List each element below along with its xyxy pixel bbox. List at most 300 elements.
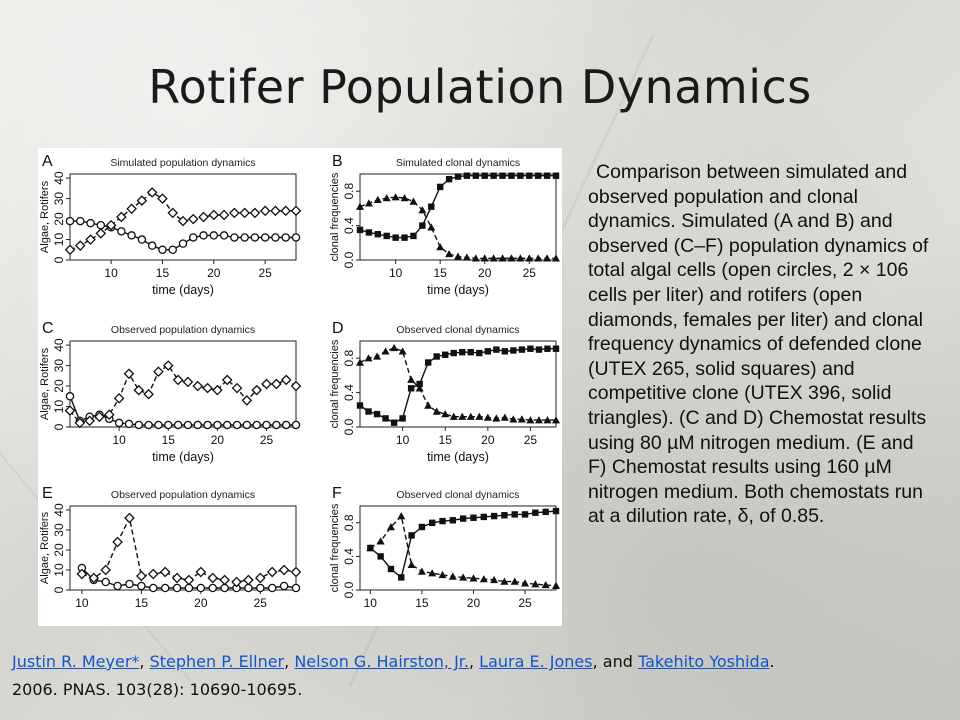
data-point-triangle [449, 573, 457, 580]
y-tick-label: 20 [52, 543, 66, 557]
data-point-circle [231, 234, 238, 241]
data-point-circle [243, 421, 250, 428]
data-point-square [470, 515, 476, 521]
data-point-circle [102, 578, 109, 585]
y-tick-label: 0.0 [342, 581, 356, 599]
series-line [360, 197, 556, 258]
x-tick-label: 10 [395, 433, 410, 447]
x-tick-label: 20 [194, 596, 208, 610]
series-line [360, 176, 556, 238]
panel-title: Observed clonal dynamics [396, 489, 520, 501]
y-tick-label: 0 [52, 256, 66, 264]
panel-d [329, 320, 560, 464]
citation-period: . [769, 652, 775, 671]
data-point-triangle [463, 253, 471, 260]
data-point-circle [221, 584, 228, 591]
data-point-square [439, 518, 445, 524]
data-point-circle [155, 421, 162, 428]
y-tick-label: 0 [52, 423, 66, 431]
data-point-square [464, 173, 470, 179]
data-point-triangle [374, 196, 382, 203]
data-point-circle [263, 421, 270, 428]
y-axis-label: Algae, Rotifers [39, 511, 51, 585]
data-point-square [491, 513, 497, 519]
data-point-triangle [427, 223, 435, 230]
x-tick-label: 10 [388, 266, 403, 280]
panel-b [329, 153, 560, 297]
data-point-square [374, 411, 380, 417]
data-point-circle [283, 421, 290, 428]
slide-title: Rotifer Population Dynamics [148, 60, 812, 114]
panel-letter: C [42, 320, 54, 337]
panel-title: Simulated clonal dynamics [395, 157, 521, 169]
y-axis-label: clonal frequencies [329, 172, 341, 262]
data-point-square [502, 348, 508, 354]
data-point-square [544, 346, 550, 352]
x-tick-label: 15 [415, 596, 429, 610]
y-tick-label: 0.4 [342, 217, 356, 234]
data-point-circle [292, 584, 299, 591]
panel-title: Observed clonal dynamics [396, 324, 520, 336]
author-link-jones[interactable]: Laura E. Jones [479, 652, 593, 671]
series-filled-square [357, 173, 559, 241]
data-point-triangle [433, 408, 441, 415]
data-point-circle [184, 421, 191, 428]
data-point-square [437, 184, 443, 190]
citation-separator: , [139, 652, 145, 671]
y-tick-label: 30 [52, 523, 66, 537]
data-point-square [468, 349, 474, 355]
data-point-circle [159, 246, 166, 253]
data-point-triangle [383, 194, 391, 201]
y-tick-label: 10 [52, 399, 66, 414]
author-link-hairston[interactable]: Nelson G. Hairston, Jr. [294, 652, 469, 671]
data-point-circle [262, 234, 269, 241]
x-tick-label: 20 [478, 266, 492, 280]
data-point-square [459, 349, 465, 355]
panel-title: Observed population dynamics [110, 324, 256, 336]
author-link-ellner[interactable]: Stephen P. Ellner [149, 652, 285, 671]
data-point-diamond [272, 380, 281, 389]
data-point-diamond [164, 361, 173, 370]
data-point-square [526, 173, 532, 179]
data-point-square [501, 512, 507, 518]
data-point-square [508, 173, 514, 179]
x-tick-label: 15 [134, 596, 149, 610]
data-point-diamond [262, 380, 271, 389]
data-point-square [544, 173, 550, 179]
data-point-diamond [220, 576, 229, 585]
data-point-diamond [256, 574, 265, 583]
data-point-square [377, 553, 383, 559]
data-point-square [481, 514, 487, 520]
panel-letter: E [42, 485, 53, 502]
data-point-circle [135, 421, 142, 428]
data-point-diamond [230, 209, 239, 218]
y-axis-label: Algae, Rotifers [39, 347, 51, 421]
data-point-square [450, 517, 456, 523]
series-filled-triangle [356, 193, 560, 261]
x-axis-label: time (days) [152, 283, 214, 297]
data-point-circle [197, 584, 204, 591]
series-open-diamond [77, 514, 300, 587]
data-point-triangle [373, 352, 381, 359]
data-point-square [433, 353, 439, 359]
y-tick-label: 0 [52, 586, 66, 594]
data-point-square [476, 350, 482, 356]
data-point-circle [165, 421, 172, 428]
data-point-diamond [193, 382, 202, 391]
data-point-diamond [199, 213, 208, 222]
series-filled-square [357, 346, 559, 426]
data-point-triangle [511, 578, 519, 585]
data-point-circle [282, 234, 289, 241]
figure-panel [38, 148, 562, 626]
data-point-diamond [154, 367, 163, 376]
citation-separator: , and [592, 652, 633, 671]
x-tick-label: 20 [466, 596, 481, 610]
data-point-square [446, 176, 452, 182]
data-point-diamond [158, 194, 167, 203]
panel-e [39, 485, 300, 610]
y-axis-label: Algae, Rotifers [39, 180, 51, 254]
data-point-square [365, 408, 371, 414]
y-tick-label: 30 [52, 358, 66, 373]
x-tick-label: 25 [259, 433, 274, 447]
data-point-square [401, 234, 407, 240]
data-point-circle [138, 236, 145, 243]
data-point-diamond [144, 390, 153, 399]
data-point-square [532, 510, 538, 516]
data-point-square [499, 173, 505, 179]
y-tick-label: 0.4 [342, 548, 356, 565]
data-point-square [382, 415, 388, 421]
data-point-square [419, 222, 425, 228]
data-point-square [408, 385, 414, 391]
data-point-circle [292, 234, 299, 241]
data-point-square [428, 203, 434, 209]
y-tick-label: 40 [52, 171, 66, 185]
y-tick-label: 0.8 [342, 514, 356, 532]
data-point-circle [245, 584, 252, 591]
y-tick-label: 0.4 [342, 384, 356, 401]
x-tick-label: 10 [363, 596, 377, 610]
data-point-square [429, 520, 435, 526]
data-point-triangle [439, 571, 447, 578]
y-tick-label: 0.8 [342, 349, 356, 367]
data-point-square [517, 173, 523, 179]
data-point-diamond [101, 566, 110, 575]
data-point-diamond [173, 574, 182, 583]
data-point-diamond [251, 209, 260, 218]
data-point-circle [233, 421, 240, 428]
data-point-square [535, 173, 541, 179]
data-point-square [460, 515, 466, 521]
x-tick-label: 25 [522, 266, 536, 280]
data-point-diamond [125, 369, 134, 378]
data-point-circle [128, 232, 135, 239]
citation-separator: , [468, 652, 475, 671]
data-point-triangle [424, 402, 432, 409]
y-axis-label: clonal frequencies [329, 503, 341, 593]
author-link-meyer[interactable]: Justin R. Meyer* [12, 652, 140, 671]
data-point-triangle [382, 347, 390, 354]
data-point-square [408, 532, 414, 538]
x-tick-label: 25 [253, 596, 267, 610]
data-point-circle [241, 234, 248, 241]
series-open-diamond [66, 361, 301, 427]
panel-letter: F [332, 485, 342, 502]
data-point-circle [66, 393, 73, 400]
data-point-circle [77, 217, 84, 224]
data-point-square [399, 415, 405, 421]
data-point-circle [126, 580, 133, 587]
data-point-square [485, 348, 491, 354]
panel-letter: D [332, 320, 344, 337]
data-point-square [512, 511, 518, 517]
data-point-circle [169, 246, 176, 253]
data-point-diamond [66, 245, 75, 254]
data-point-circle [224, 421, 231, 428]
data-point-circle [150, 584, 157, 591]
data-point-triangle [492, 414, 500, 421]
data-point-circle [87, 220, 94, 227]
data-point-diamond [292, 206, 301, 215]
data-point-square [392, 234, 398, 240]
series-filled-square [367, 508, 559, 581]
y-tick-label: 0.0 [342, 418, 356, 436]
panel-title: Observed population dynamics [110, 489, 256, 501]
data-point-circle [272, 234, 279, 241]
citation-separator: , [284, 652, 290, 671]
data-point-diamond [203, 384, 212, 393]
data-point-circle [185, 584, 192, 591]
x-tick-label: 10 [104, 266, 118, 280]
data-point-square [522, 511, 528, 517]
data-point-circle [149, 242, 156, 249]
data-point-circle [190, 234, 197, 241]
data-point-circle [179, 240, 186, 247]
data-point-circle [269, 584, 276, 591]
data-point-circle [194, 421, 201, 428]
data-point-square [493, 346, 499, 352]
panel-title: Simulated population dynamics [110, 157, 256, 169]
y-tick-label: 0.0 [342, 251, 356, 269]
data-point-diamond [268, 568, 277, 577]
y-tick-label: 40 [52, 503, 66, 517]
panel-letter: A [42, 153, 53, 170]
y-tick-label: 10 [52, 232, 66, 247]
series-line [70, 366, 296, 423]
data-point-diamond [189, 215, 198, 224]
data-point-triangle [390, 344, 398, 351]
series-line [360, 349, 556, 423]
citation-details: 2006. PNAS. 103(28): 10690-10695. [12, 680, 303, 699]
data-point-diamond [196, 568, 205, 577]
data-point-square [542, 509, 548, 515]
data-point-diamond [149, 570, 158, 579]
data-point-square [388, 566, 394, 572]
data-point-diamond [125, 514, 134, 523]
data-point-diamond [244, 576, 253, 585]
data-point-triangle [407, 376, 415, 383]
data-point-triangle [408, 561, 416, 568]
y-tick-label: 0.8 [342, 182, 356, 200]
x-tick-label: 20 [210, 433, 225, 447]
series-filled-triangle [366, 512, 560, 589]
data-point-square [510, 347, 516, 353]
x-tick-label: 15 [433, 266, 447, 280]
data-point-diamond [174, 376, 183, 385]
x-tick-label: 15 [438, 433, 452, 447]
data-point-square [527, 346, 533, 352]
data-point-square [482, 173, 488, 179]
data-point-circle [66, 217, 73, 224]
data-point-diamond [113, 538, 122, 547]
data-point-square [419, 524, 425, 530]
data-point-circle [162, 584, 169, 591]
data-point-triangle [418, 568, 426, 575]
data-point-square [553, 346, 559, 352]
data-point-circle [210, 232, 217, 239]
x-tick-label: 15 [161, 433, 175, 447]
data-point-diamond [261, 206, 270, 215]
data-point-diamond [115, 394, 124, 403]
data-point-square [391, 420, 397, 426]
x-axis-label: time (days) [427, 283, 489, 297]
data-point-diamond [282, 376, 291, 385]
x-tick-label: 10 [75, 596, 89, 610]
data-point-square [375, 231, 381, 237]
data-point-circle [200, 232, 207, 239]
data-point-square [398, 574, 404, 580]
data-point-circle [281, 582, 288, 589]
data-point-circle [292, 421, 299, 428]
data-point-circle [253, 421, 260, 428]
panel-a [39, 153, 300, 297]
data-point-square [536, 346, 542, 352]
data-point-circle [145, 421, 152, 428]
data-point-circle [138, 582, 145, 589]
figure-caption: Comparison between simulated and observed population and clonal dynamics. Simulated (A and B) and observed (C–F) population dynamics of total algal cells (open circles, 2 × 106 cells per liter) and rotifers (open diamonds, females per liter) and clonal frequency dynamics of defended clone (UTEX 265, solid squares) and competitive clone (UTEX 396, solid triangles). (C and D) Chemostat results using 80 µM nitrogen medium. (E and F) Chemostat results using 160 µM nitrogen medium. Both chemostats run at a dilution rate, δ, of 0.85. [588, 161, 929, 528]
data-point-square [425, 359, 431, 365]
y-tick-label: 20 [52, 212, 66, 226]
data-point-square [473, 173, 479, 179]
data-point-triangle [436, 243, 444, 250]
data-point-square [455, 173, 461, 179]
data-point-circle [214, 421, 221, 428]
plot-frame [360, 174, 556, 260]
plot-frame [360, 341, 556, 427]
data-point-circle [174, 421, 181, 428]
data-point-square [490, 173, 496, 179]
data-point-diamond [233, 384, 242, 393]
data-point-square [519, 346, 525, 352]
data-point-circle [257, 584, 264, 591]
data-point-circle [118, 228, 125, 235]
series-filled-triangle [356, 344, 560, 423]
panel-c [39, 320, 300, 464]
x-tick-label: 15 [155, 266, 170, 280]
data-point-diamond [127, 204, 136, 213]
data-point-diamond [292, 382, 301, 391]
x-tick-label: 20 [481, 433, 495, 447]
data-point-diamond [96, 229, 105, 238]
data-point-triangle [397, 512, 405, 519]
data-point-circle [97, 222, 104, 229]
data-point-diamond [137, 572, 146, 581]
data-point-triangle [418, 206, 426, 213]
data-point-circle [125, 420, 132, 427]
data-point-square [384, 233, 390, 239]
y-tick-label: 10 [52, 563, 66, 577]
data-point-diamond [168, 209, 177, 218]
y-tick-label: 20 [52, 379, 66, 393]
data-point-diamond [184, 378, 193, 387]
data-point-circle [116, 419, 123, 426]
data-point-diamond [209, 211, 218, 220]
x-axis-label: time (days) [152, 450, 214, 464]
data-point-triangle [552, 582, 560, 589]
data-point-circle [273, 421, 280, 428]
y-axis-label: clonal frequencies [329, 339, 341, 429]
series-line [82, 518, 296, 582]
data-point-diamond [220, 211, 229, 220]
data-point-circle [114, 582, 121, 589]
data-point-diamond [76, 241, 85, 250]
x-tick-label: 10 [112, 433, 126, 447]
x-tick-label: 25 [518, 596, 532, 610]
data-point-circle [173, 584, 180, 591]
data-point-square [553, 173, 559, 179]
data-point-circle [220, 232, 227, 239]
series-open-circle [66, 393, 299, 429]
panel-f [329, 485, 560, 610]
data-point-diamond [161, 568, 170, 577]
data-point-diamond [86, 235, 95, 244]
data-point-diamond [271, 206, 280, 215]
x-tick-label: 25 [523, 433, 538, 447]
series-line [70, 396, 296, 425]
data-point-diamond [281, 206, 290, 215]
data-point-square [553, 508, 559, 514]
data-point-square [357, 227, 363, 233]
data-point-square [366, 229, 372, 235]
panel-letter: B [332, 153, 343, 170]
data-point-diamond [242, 396, 251, 405]
x-tick-label: 20 [207, 266, 221, 280]
data-point-circle [209, 584, 216, 591]
plot-frame [360, 506, 556, 590]
data-point-circle [251, 234, 258, 241]
data-point-diamond [185, 576, 194, 585]
data-point-triangle [356, 359, 364, 366]
data-point-square [410, 233, 416, 239]
series-line [360, 348, 556, 420]
data-point-diamond [208, 574, 217, 583]
y-tick-label: 30 [52, 191, 66, 206]
data-point-diamond [134, 386, 143, 395]
author-link-yoshida[interactable]: Takehito Yoshida [637, 652, 770, 671]
data-point-circle [204, 421, 211, 428]
data-point-diamond [292, 568, 301, 577]
data-point-diamond [280, 566, 289, 575]
data-point-square [442, 352, 448, 358]
x-tick-label: 25 [258, 266, 272, 280]
data-point-square [357, 402, 363, 408]
citation [12, 648, 957, 704]
data-point-diamond [240, 209, 249, 218]
